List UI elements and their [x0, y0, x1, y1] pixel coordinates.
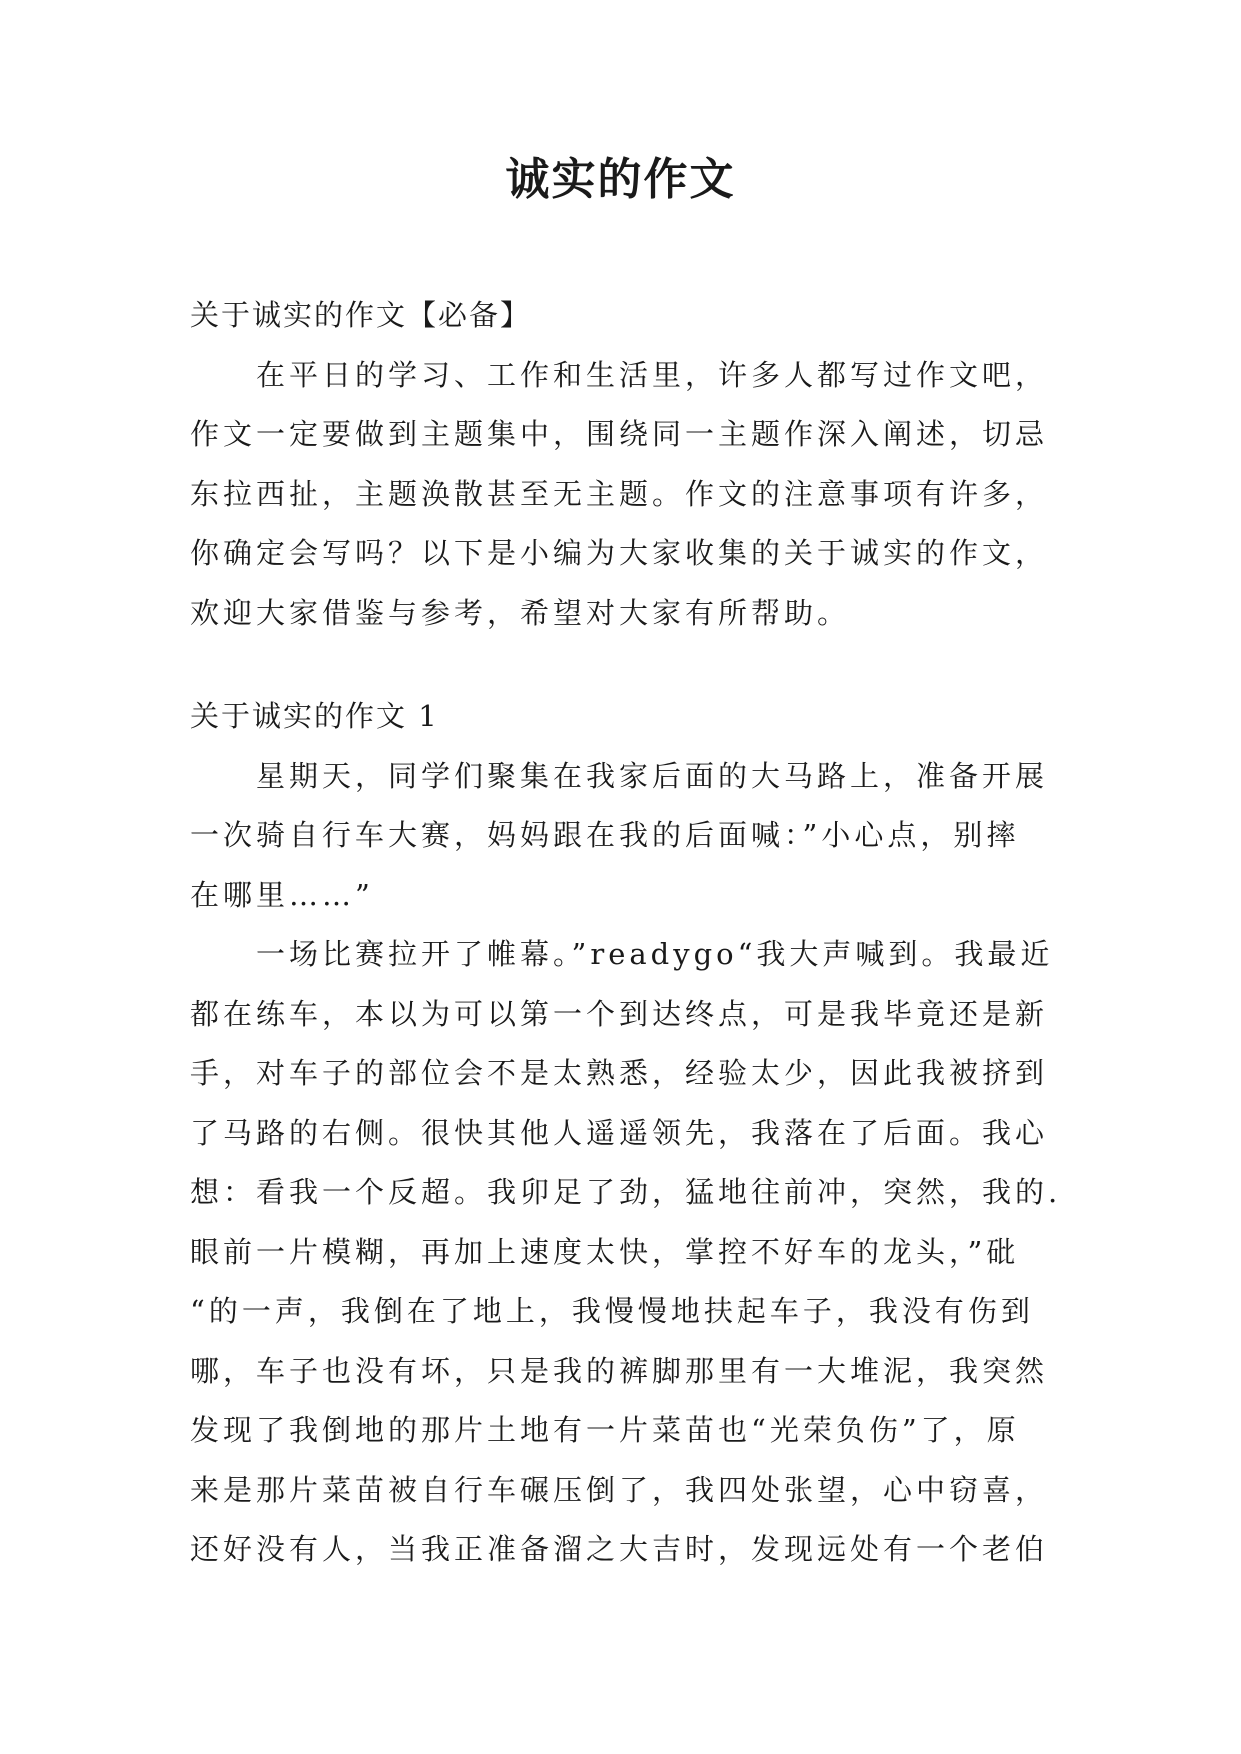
paragraph-line: 来是那片菜苗被自行车碾压倒了，我四处张望，心中窃喜，	[190, 1472, 1049, 1507]
paragraph-line: 一次骑自行车大赛，妈妈跟在我的后面喊：”小心点，别摔	[190, 818, 1020, 852]
paragraph-line: “的一声，我倒在了地上，我慢慢地扶起车子，我没有伤到	[190, 1294, 1034, 1328]
intro-heading: 关于诚实的作文【必备】	[190, 298, 532, 332]
section-paragraph-2	[190, 925, 1060, 1580]
paragraph-line: 你确定会写吗？以下是小编为大家收集的关于诚实的作文，	[190, 536, 1049, 570]
section-spacer	[190, 643, 1060, 687]
paragraph-line: 星期天，同学们聚集在我家后面的大马路上，准备开展	[256, 758, 1049, 793]
paragraph-line: 发现了我倒地的那片土地有一片菜苗也“光荣负伤”了，原	[190, 1413, 1020, 1447]
paragraph-line: 都在练车，本以为可以第一个到达终点，可是我毕竟还是新	[190, 996, 1049, 1031]
paragraph-line: 还好没有人，当我正准备溜之大吉时，发现远处有一个老伯	[190, 1532, 1049, 1566]
paragraph-line: 一场比赛拉开了帷幕。”readygo“我大声喊到。我最近	[256, 937, 1054, 971]
section-heading: 关于诚实的作文 1	[190, 699, 439, 733]
paragraph-line: 在哪里……”	[190, 877, 374, 912]
section-paragraph-1	[190, 747, 1060, 926]
paragraph-line: 作文一定要做到主题集中，围绕同一主题作深入阐述，切忌	[190, 417, 1049, 451]
paragraph-line: 哪，车子也没有坏，只是我的裤脚那里有一大堆泥，我突然	[190, 1353, 1049, 1388]
paragraph-line: 想：看我一个反超。我卯足了劲，猛地往前冲，突然，我的.	[190, 1175, 1062, 1209]
paragraph-line: 欢迎大家借鉴与参考，希望对大家有所帮助。	[190, 595, 851, 630]
paragraph-line: 手，对车子的部位会不是太熟悉，经验太少，因此我被挤到	[190, 1056, 1049, 1090]
document-body	[190, 286, 1060, 1580]
paragraph-line: 东拉西扯，主题涣散甚至无主题。作文的注意事项有许多，	[190, 476, 1049, 511]
intro-paragraph	[190, 346, 1060, 644]
paragraph-line: 眼前一片模糊，再加上速度太快，掌控不好车的龙头，”砒	[190, 1234, 1020, 1269]
document-title: 诚实的作文	[505, 154, 736, 205]
paragraph-line: 在平日的学习、工作和生活里，许多人都写过作文吧，	[256, 357, 1049, 392]
paragraph-line: 了马路的右侧。很快其他人遥遥领先，我落在了后面。我心	[190, 1115, 1049, 1150]
